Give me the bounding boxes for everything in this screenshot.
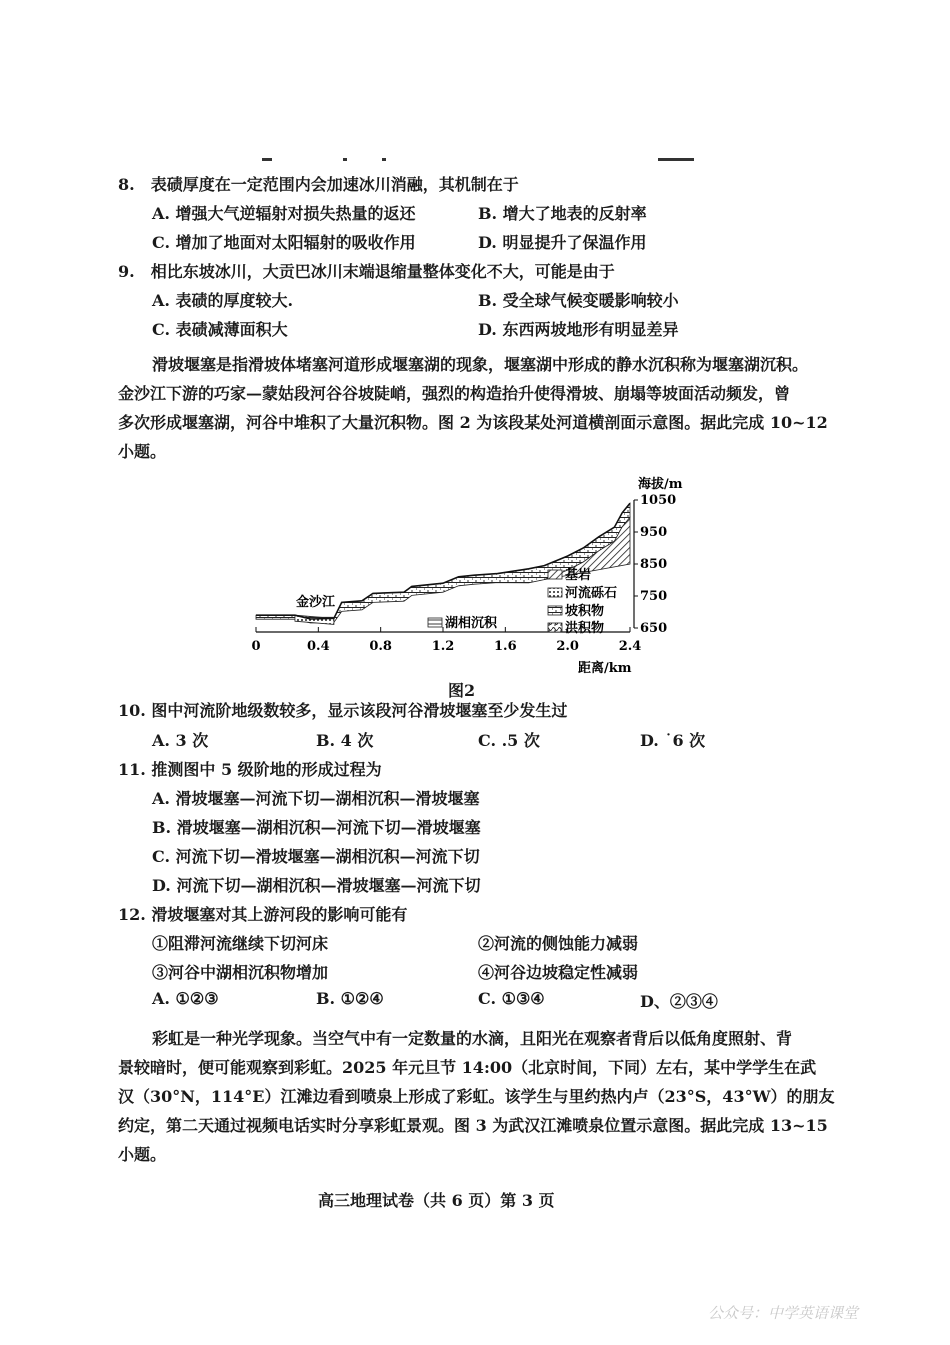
- q10-option-c[interactable]: C. .5 次: [478, 731, 540, 750]
- q11-option-b[interactable]: B. 滑坡堰塞—湖相沉积—河流下切—滑坡堰塞: [152, 818, 481, 837]
- q10-option-d[interactable]: D. ˙6 次: [640, 731, 706, 750]
- legend-label-river-gravel: 河流砾石: [565, 586, 618, 601]
- scan-mark: [343, 158, 347, 161]
- x-tick-label: 1.6: [494, 639, 517, 654]
- passage-line: 汉（30°N，114°E）江滩边看到喷泉上形成了彩虹。该学生与里约热内卢（23°S，43°W）的朋友: [118, 1087, 835, 1106]
- q9-option-b[interactable]: B. 受全球气候变暖影响较小: [478, 291, 679, 310]
- x-tick-label: 2.4: [618, 639, 642, 654]
- legend-swatch-river-gravel: [548, 588, 562, 597]
- legend-swatch-bedrock: [548, 570, 562, 579]
- legend-label-diluvium: 洪积物: [565, 621, 605, 636]
- y-tick-label: 750: [640, 589, 668, 604]
- page-footer: 高三地理试卷（共 6 页）第 3 页: [318, 1191, 555, 1210]
- y-axis-title: 海拔/m: [638, 477, 683, 492]
- y-tick-label: 650: [640, 621, 668, 636]
- q9-option-a[interactable]: A. 表碛的厚度较大.: [152, 291, 294, 310]
- figure-2-caption: 图2: [448, 681, 476, 700]
- q11-option-a[interactable]: A. 滑坡堰塞—河流下切—湖相沉积—滑坡堰塞: [152, 789, 480, 808]
- q8-option-a[interactable]: A. 增强大气逆辐射对损失热量的返还: [152, 204, 416, 223]
- y-tick-label: 850: [640, 557, 668, 572]
- q9-option-d[interactable]: D. 东西两坡地形有明显差异: [478, 320, 679, 339]
- passage-line: 彩虹是一种光学现象。当空气中有一定数量的水滴，且阳光在观察者背后以低角度照射、背: [152, 1029, 793, 1048]
- passage-line: 滑坡堰塞是指滑坡体堵塞河道形成堰塞湖的现象，堰塞湖中形成的静水沉积称为堰塞湖沉积。: [152, 355, 809, 374]
- q12-option-a[interactable]: A. ①②③: [152, 989, 219, 1008]
- scan-mark: [658, 158, 694, 161]
- q9-option-c[interactable]: C. 表碛减薄面积大: [152, 320, 288, 339]
- legend-label-bedrock: 基岩: [565, 568, 592, 583]
- q10-option-a[interactable]: A. 3 次: [152, 731, 209, 750]
- scan-mark: [382, 158, 386, 161]
- passage-line: 约定，第二天通过视频电话实时分享彩虹景观。图 3 为武汉江滩喷泉位置示意图。据此完成 13~15: [118, 1116, 828, 1135]
- legend-swatch-diluvium: [548, 623, 562, 632]
- x-tick-label: 0: [251, 639, 261, 654]
- passage-line: 小题。: [118, 442, 167, 461]
- x-tick-label: 0.4: [307, 639, 330, 654]
- x-tick-label: 2.0: [556, 639, 579, 654]
- q12-option-d[interactable]: D、②③④: [640, 992, 718, 1011]
- y-tick-label: 950: [640, 525, 668, 540]
- q12-statement-4: ④河谷边坡稳定性减弱: [478, 963, 639, 982]
- q12-statement-1: ①阻滞河流继续下切河床: [152, 934, 329, 953]
- passage-line: 金沙江下游的巧家—蒙姑段河谷谷坡陡峭，强烈的构造抬升使得滑坡、崩塌等坡面活动频发，曾: [118, 384, 791, 403]
- q12-statement-2: ②河流的侧蚀能力减弱: [478, 934, 639, 953]
- figure-2-cross-section: [240, 470, 700, 680]
- q8-option-d[interactable]: D. 明显提升了保温作用: [478, 233, 647, 252]
- passage-rainbow: [118, 1024, 835, 1169]
- passage-line: 多次形成堰塞湖，河谷中堆积了大量沉积物。图 2 为该段某处河道横剖面示意图。据此完成 10~12: [118, 413, 828, 432]
- legend-label-lake-sediment: 湖相沉积: [445, 616, 498, 631]
- scan-mark: [262, 158, 272, 161]
- passage-line: 小题。: [118, 1145, 167, 1164]
- q12-stem: 12. 滑坡堰塞对其上游河段的影响可能有: [118, 905, 408, 924]
- passage-line: 景较暗时，便可能观察到彩虹。2025 年元旦节 14:00（北京时间，下同）左右，某中学学生在武: [118, 1058, 817, 1077]
- legend-swatch-lake-sediment: [428, 618, 442, 627]
- q10-option-b[interactable]: B. 4 次: [316, 731, 374, 750]
- y-tick-label: 1050: [640, 493, 677, 508]
- q12-option-b[interactable]: B. ①②④: [316, 989, 384, 1008]
- q11-stem: 11. 推测图中 5 级阶地的形成过程为: [118, 760, 382, 779]
- q12-statement-3: ③河谷中湖相沉积物增加: [152, 963, 329, 982]
- watermark: 公众号：中学英语课堂: [708, 1304, 859, 1322]
- legend-label-colluvium: 坡积物: [565, 604, 605, 619]
- x-tick-label: 0.8: [369, 639, 392, 654]
- q12-option-c[interactable]: C. ①③④: [478, 989, 545, 1008]
- q8-stem: 8. 表碛厚度在一定范围内会加速冰川消融，其机制在于: [118, 175, 519, 194]
- q8-option-c[interactable]: C. 增加了地面对太阳辐射的吸收作用: [152, 233, 416, 252]
- x-tick-label: 1.2: [431, 639, 455, 654]
- q8-option-b[interactable]: B. 增大了地表的反射率: [478, 204, 647, 223]
- legend-swatch-colluvium: [548, 606, 562, 615]
- passage-landslide: [118, 350, 828, 466]
- q11-option-d[interactable]: D. 河流下切—湖相沉积—滑坡堰塞—河流下切: [152, 876, 481, 895]
- q10-stem: 10. 图中河流阶地级数较多，显示该段河谷滑坡堰塞至少发生过: [118, 701, 568, 720]
- x-axis-title: 距离/km: [578, 661, 632, 676]
- q11-option-c[interactable]: C. 河流下切—滑坡堰塞—湖相沉积—河流下切: [152, 847, 480, 866]
- q9-stem: 9. 相比东坡冰川，大贡巴冰川末端退缩量整体变化不大，可能是由于: [118, 262, 615, 281]
- river-label: 金沙江: [296, 595, 336, 610]
